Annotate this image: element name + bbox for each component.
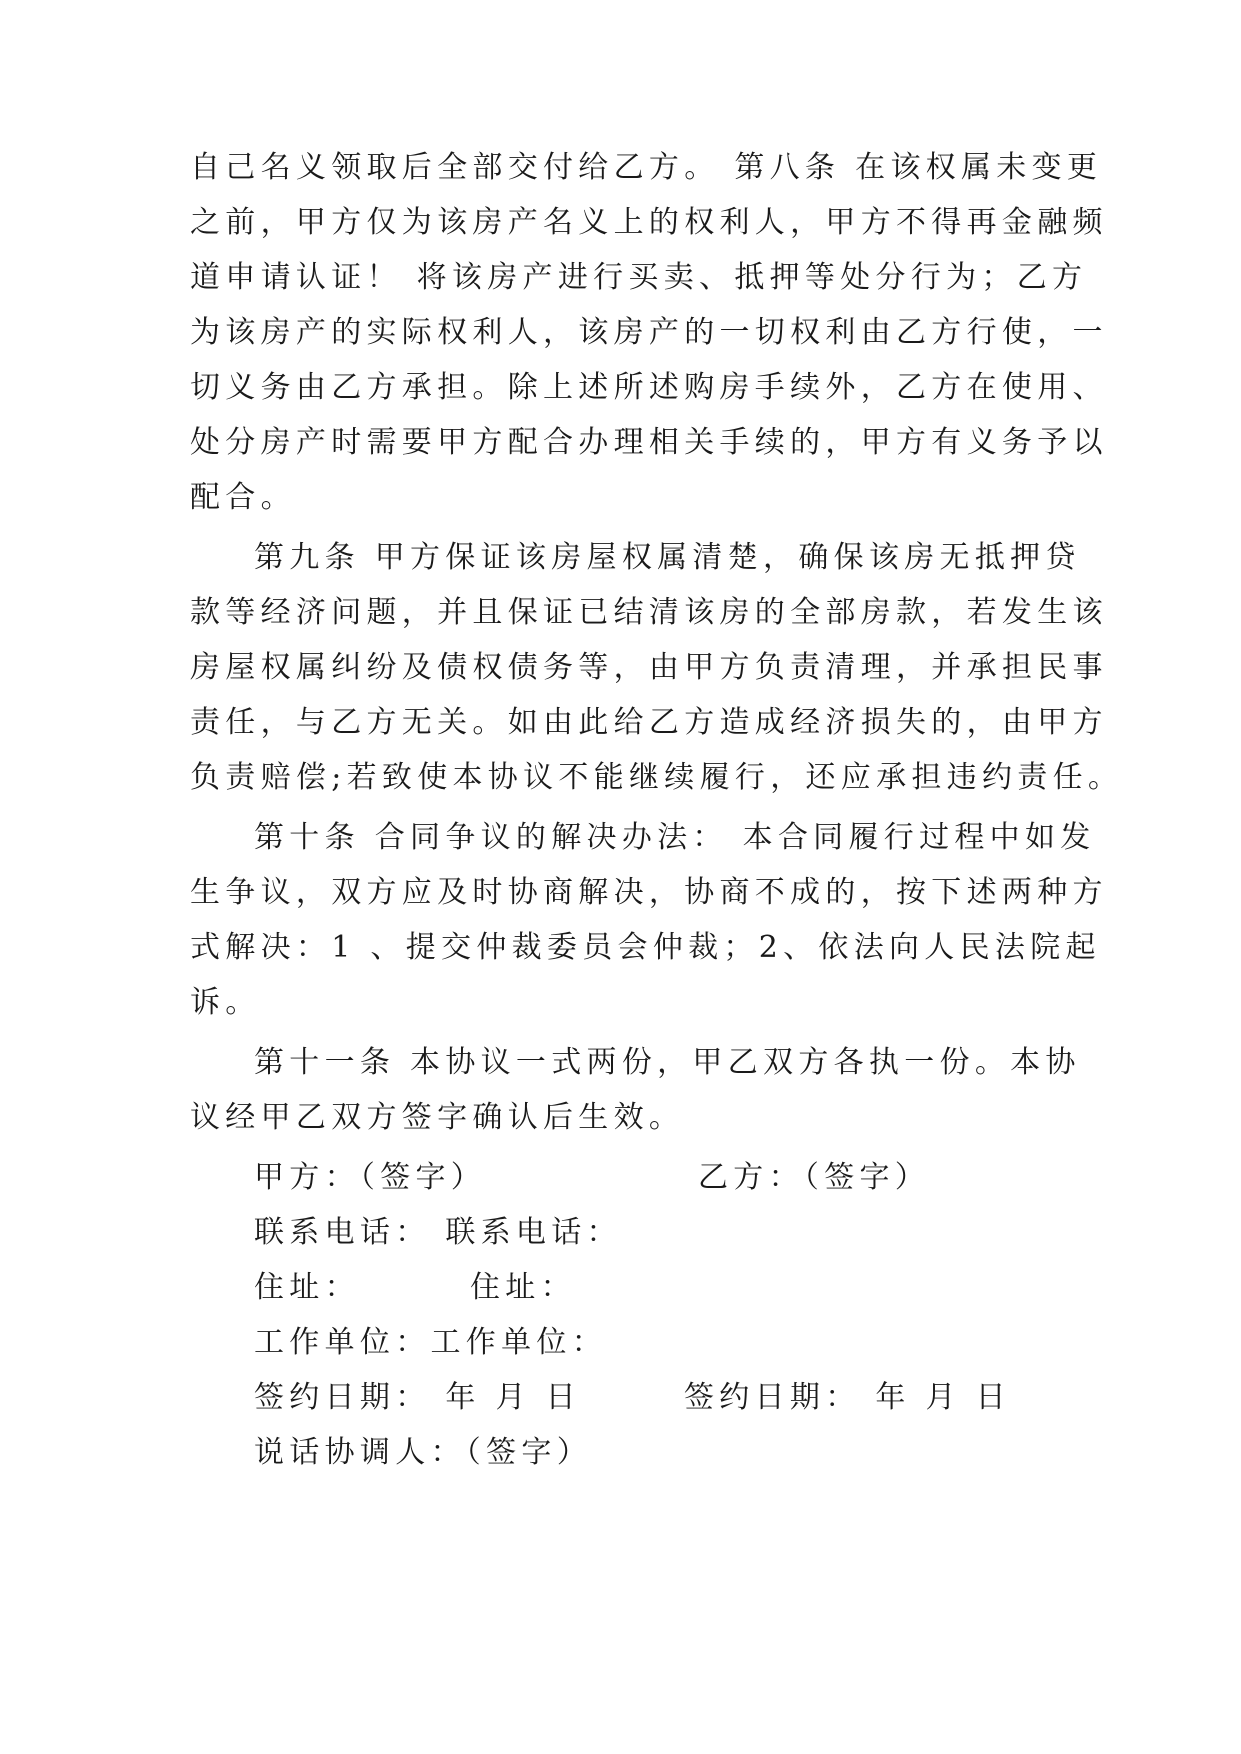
paragraph-line: 房屋权属纠纷及债权债务等，由甲方负责清理，并承担民事 [190, 650, 1108, 685]
paragraph-line: 切义务由乙方承担。除上述所述购房手续外，乙方在使用、 [190, 370, 1108, 405]
party-b-sign-date: 签约日期： 年 月 日 [684, 1380, 1011, 1415]
party-a-sign-date: 签约日期： 年 月 日 [254, 1380, 581, 1415]
paragraph-line: 诉。 [190, 985, 261, 1020]
paragraph-line: 第十条 合同争议的解决办法： 本合同履行过程中如发 [254, 820, 1096, 855]
paragraph-line: 处分房产时需要甲方配合办理相关手续的，甲方有义务予以 [190, 425, 1108, 460]
party-a-address: 住址： [254, 1270, 360, 1305]
paragraph-line: 式解决：1 、提交仲裁委员会仲裁；2、依法向人民法院起 [190, 930, 1101, 965]
paragraph-line: 配合。 [190, 480, 296, 515]
paragraph-line: 生争议，双方应及时协商解决，协商不成的，按下述两种方 [190, 875, 1108, 910]
paragraph-line: 第九条 甲方保证该房屋权属清楚，确保该房无抵押贷 [254, 540, 1081, 575]
paragraph-line: 责任，与乙方无关。如由此给乙方造成经济损失的，由甲方 [190, 705, 1108, 740]
paragraph-line: 第十一条 本协议一式两份，甲乙双方各执一份。本协 [254, 1045, 1081, 1080]
phone-row: 联系电话： 联系电话： [254, 1215, 622, 1250]
mediator-signature: 说话协调人：（签字） [254, 1435, 592, 1470]
party-b-address: 住址： [470, 1270, 576, 1305]
work-unit-row: 工作单位：工作单位： [254, 1325, 607, 1360]
party-b-signature: 乙方：（签字） [698, 1160, 931, 1195]
paragraph-line: 负责赔偿;若致使本协议不能继续履行，还应承担违约责任。 [190, 760, 1124, 795]
paragraph-line: 道申请认证！ 将该房产进行买卖、抵押等处分行为；乙方 [190, 260, 1088, 295]
paragraph-line: 之前，甲方仅为该房产名义上的权利人，甲方不得再金融频 [190, 205, 1108, 240]
paragraph-line: 款等经济问题，并且保证已结清该房的全部房款，若发生该 [190, 595, 1108, 630]
paragraph-line: 议经甲乙双方签字确认后生效。 [190, 1100, 685, 1135]
party-a-signature: 甲方：（签字） [254, 1160, 487, 1195]
paragraph-line: 自己名义领取后全部交付给乙方。 第八条 在该权属未变更 [190, 150, 1103, 185]
paragraph-line: 为该房产的实际权利人，该房产的一切权利由乙方行使，一 [190, 315, 1108, 350]
